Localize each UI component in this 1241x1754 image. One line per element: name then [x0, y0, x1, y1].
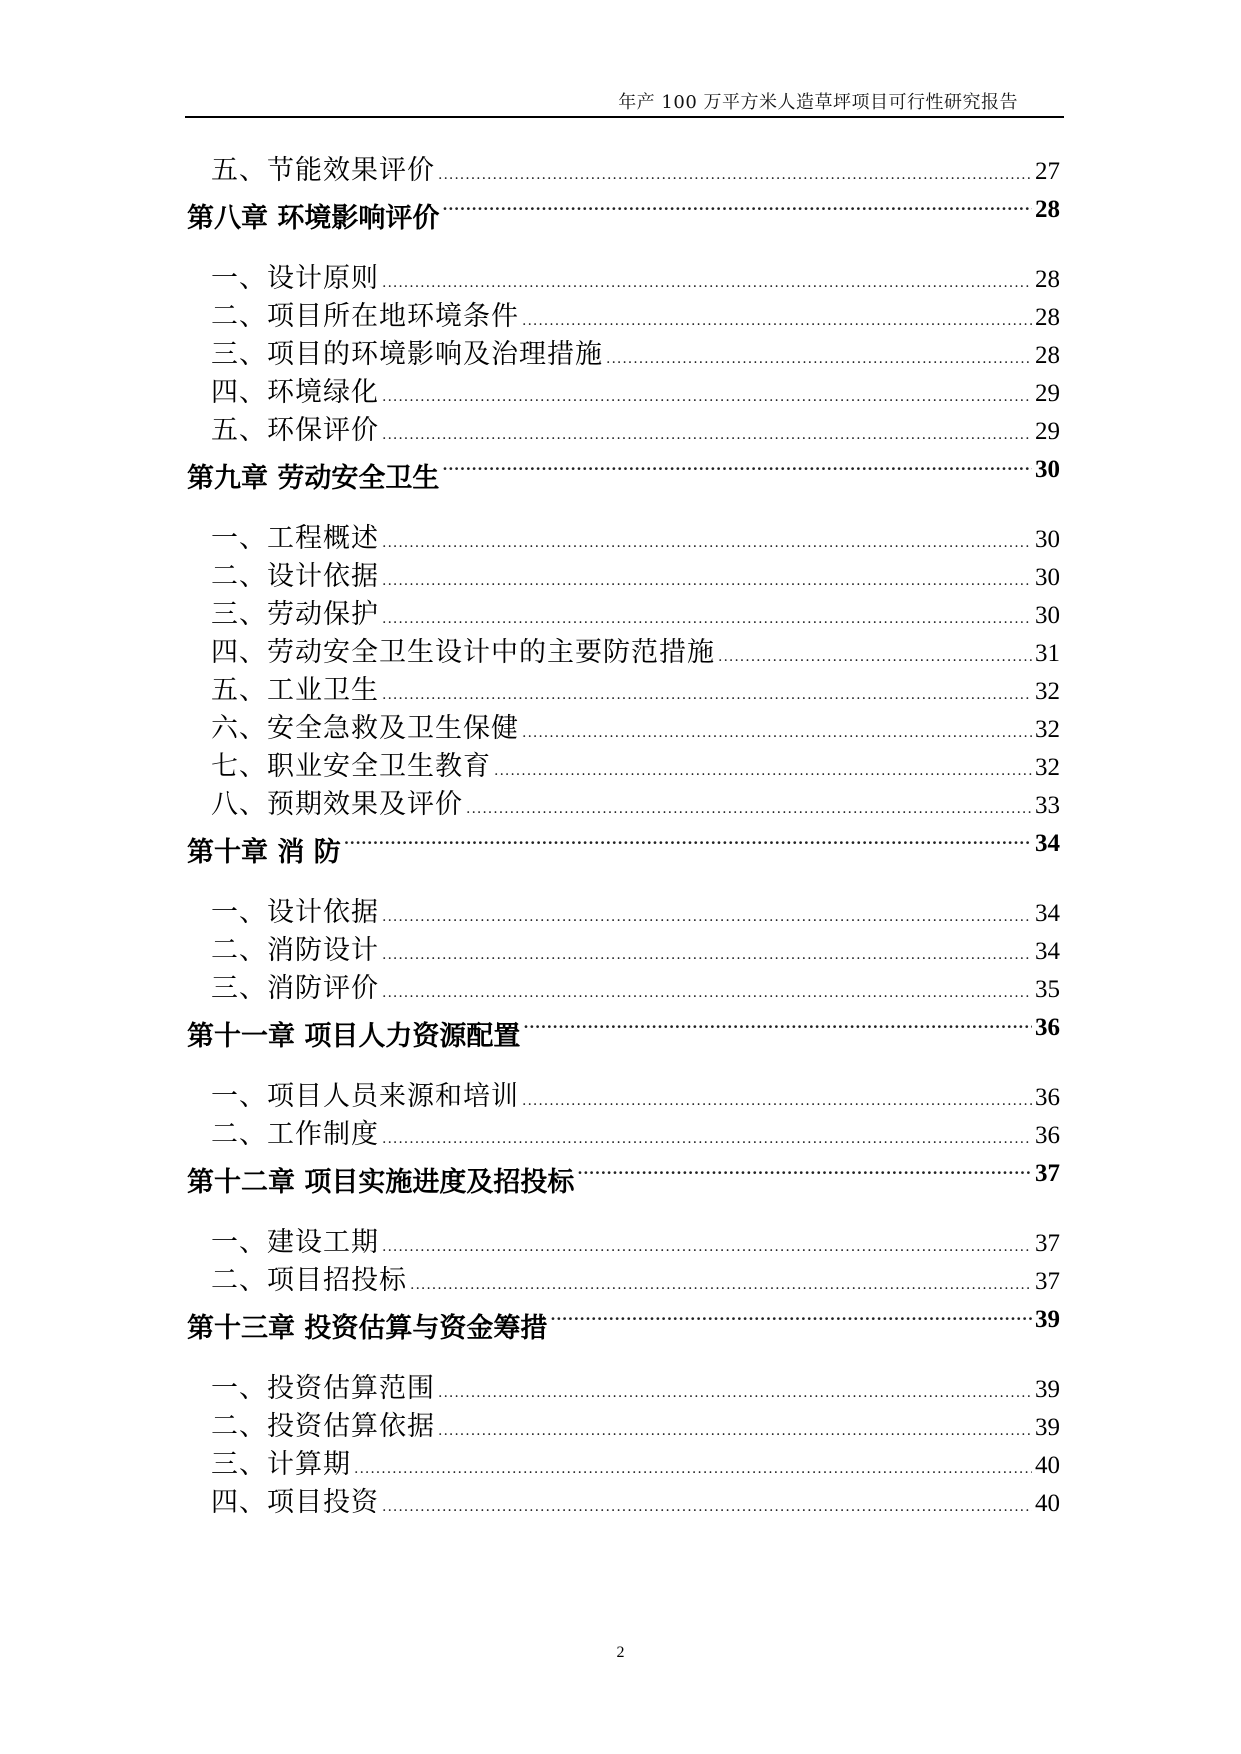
- toc-entry-label: 二、设计依据: [211, 561, 379, 592]
- toc-section-entry[interactable]: [187, 1442, 1060, 1480]
- toc-entry-page: 32: [1035, 678, 1060, 705]
- toc-entry-label: 第十三章 投资估算与资金筹措: [187, 1313, 548, 1344]
- toc-section-entry[interactable]: [187, 592, 1060, 630]
- toc-entry-label: 三、消防评价: [211, 973, 379, 1004]
- toc-leader-dots: [466, 801, 1032, 817]
- toc-leader-dots: [354, 1461, 1032, 1477]
- toc-entry-page: 28: [1035, 342, 1060, 369]
- toc-entry-page: 27: [1035, 158, 1060, 185]
- toc-leader-dots: [410, 1277, 1032, 1293]
- toc-entry-page: 30: [1035, 564, 1060, 591]
- toc-entry-label: 七、职业安全卫生教育: [211, 751, 491, 782]
- toc-leader-dots: [382, 535, 1032, 551]
- toc-entry-page: 30: [1035, 456, 1060, 483]
- toc-section-entry[interactable]: [187, 706, 1060, 744]
- toc-section-entry[interactable]: [187, 966, 1060, 1004]
- toc-section-entry[interactable]: [187, 516, 1060, 554]
- toc-leader-dots: [382, 573, 1032, 589]
- toc-leader-dots: [523, 1014, 1032, 1032]
- toc-section-entry[interactable]: [187, 1480, 1060, 1518]
- toc-entry-page: 39: [1035, 1414, 1060, 1441]
- toc-entry-label: 第十章 消 防: [187, 837, 341, 868]
- toc-entry-label: 一、投资估算范围: [211, 1373, 435, 1404]
- toc-section-entry[interactable]: [187, 928, 1060, 966]
- toc-leader-dots: [522, 313, 1032, 329]
- toc-chapter-entry[interactable]: [187, 446, 1060, 516]
- toc-entry-label: 一、建设工期: [211, 1227, 379, 1258]
- toc-entry-label: 一、设计依据: [211, 897, 379, 928]
- toc-entry-label: 第十一章 项目人力资源配置: [187, 1021, 521, 1052]
- toc-chapter-entry[interactable]: [187, 186, 1060, 256]
- toc-leader-dots: [438, 1385, 1032, 1401]
- toc-entry-page: 33: [1035, 792, 1060, 819]
- toc-leader-dots: [382, 1131, 1032, 1147]
- toc-chapter-entry[interactable]: [187, 820, 1060, 890]
- toc-entry-label: 四、环境绿化: [211, 377, 379, 408]
- toc-leader-dots: [382, 985, 1032, 1001]
- toc-entry-page: 37: [1035, 1160, 1060, 1187]
- toc-entry-page: 30: [1035, 602, 1060, 629]
- toc-entry-page: 29: [1035, 380, 1060, 407]
- toc-chapter-entry[interactable]: [187, 1150, 1060, 1220]
- toc-chapter-entry[interactable]: [187, 1004, 1060, 1074]
- toc-leader-dots: [522, 1093, 1032, 1109]
- toc-entry-label: 三、计算期: [211, 1449, 351, 1480]
- toc-section-entry[interactable]: [187, 554, 1060, 592]
- toc-section-entry[interactable]: [187, 668, 1060, 706]
- toc-entry-page: 37: [1035, 1230, 1060, 1257]
- toc-leader-dots: [442, 456, 1032, 474]
- toc-leader-dots: [718, 649, 1032, 665]
- toc-section-entry[interactable]: [187, 1258, 1060, 1296]
- toc-section-entry[interactable]: [187, 782, 1060, 820]
- toc-entry-label: 一、设计原则: [211, 263, 379, 294]
- toc-entry-label: 三、劳动保护: [211, 599, 379, 630]
- toc-entry-label: 第十二章 项目实施进度及招投标: [187, 1167, 575, 1198]
- table-of-contents: [187, 148, 1060, 1518]
- toc-section-entry[interactable]: [187, 630, 1060, 668]
- toc-section-entry[interactable]: [187, 1220, 1060, 1258]
- toc-entry-label: 五、节能效果评价: [211, 155, 435, 186]
- toc-leader-dots: [442, 196, 1032, 214]
- toc-entry-label: 八、预期效果及评价: [211, 789, 463, 820]
- toc-section-entry[interactable]: [187, 890, 1060, 928]
- toc-entry-page: 31: [1035, 640, 1060, 667]
- report-title: 年产 100 万平方米人造草坪项目可行性研究报告: [618, 92, 1018, 113]
- toc-entry-label: 四、项目投资: [211, 1487, 379, 1518]
- toc-entry-label: 五、工业卫生: [211, 675, 379, 706]
- toc-entry-page: 28: [1035, 266, 1060, 293]
- toc-entry-page: 34: [1035, 900, 1060, 927]
- toc-section-entry[interactable]: [187, 1074, 1060, 1112]
- toc-entry-label: 二、投资估算依据: [211, 1411, 435, 1442]
- toc-section-entry[interactable]: [187, 256, 1060, 294]
- toc-section-entry[interactable]: [187, 1366, 1060, 1404]
- toc-leader-dots: [494, 763, 1032, 779]
- toc-entry-page: 40: [1035, 1452, 1060, 1479]
- toc-leader-dots: [606, 351, 1032, 367]
- toc-leader-dots: [382, 947, 1032, 963]
- toc-entry-label: 第八章 环境影响评价: [187, 203, 440, 234]
- toc-leader-dots: [577, 1160, 1032, 1178]
- toc-leader-dots: [382, 611, 1032, 627]
- toc-section-entry[interactable]: [187, 148, 1060, 186]
- toc-entry-label: 一、工程概述: [211, 523, 379, 554]
- toc-entry-label: 三、项目的环境影响及治理措施: [211, 339, 603, 370]
- toc-leader-dots: [344, 830, 1032, 848]
- toc-section-entry[interactable]: [187, 370, 1060, 408]
- toc-entry-page: 32: [1035, 754, 1060, 781]
- toc-leader-dots: [382, 427, 1032, 443]
- toc-leader-dots: [382, 389, 1032, 405]
- toc-leader-dots: [382, 1239, 1032, 1255]
- toc-entry-label: 四、劳动安全卫生设计中的主要防范措施: [211, 637, 715, 668]
- toc-entry-label: 一、项目人员来源和培训: [211, 1081, 519, 1112]
- toc-section-entry[interactable]: [187, 1404, 1060, 1442]
- toc-leader-dots: [382, 909, 1032, 925]
- toc-leader-dots: [382, 1499, 1032, 1515]
- toc-chapter-entry[interactable]: [187, 1296, 1060, 1366]
- toc-entry-label: 六、安全急救及卫生保健: [211, 713, 519, 744]
- toc-entry-page: 30: [1035, 526, 1060, 553]
- toc-section-entry[interactable]: [187, 294, 1060, 332]
- toc-section-entry[interactable]: [187, 408, 1060, 446]
- toc-entry-label: 五、环保评价: [211, 415, 379, 446]
- toc-entry-label: 二、消防设计: [211, 935, 379, 966]
- toc-entry-page: 29: [1035, 418, 1060, 445]
- toc-section-entry[interactable]: [187, 1112, 1060, 1150]
- toc-entry-page: 32: [1035, 716, 1060, 743]
- toc-leader-dots: [522, 725, 1032, 741]
- toc-entry-page: 28: [1035, 196, 1060, 223]
- toc-entry-label: 二、项目招投标: [211, 1265, 407, 1296]
- toc-leader-dots: [438, 167, 1032, 183]
- page-number: 2: [616, 1644, 625, 1661]
- toc-entry-page: 34: [1035, 938, 1060, 965]
- toc-entry-page: 36: [1035, 1122, 1060, 1149]
- toc-entry-page: 35: [1035, 976, 1060, 1003]
- toc-leader-dots: [550, 1306, 1032, 1324]
- toc-entry-label: 二、项目所在地环境条件: [211, 301, 519, 332]
- toc-section-entry[interactable]: [187, 332, 1060, 370]
- toc-entry-label: 第九章 劳动安全卫生: [187, 463, 440, 494]
- toc-entry-page: 37: [1035, 1268, 1060, 1295]
- toc-entry-page: 28: [1035, 304, 1060, 331]
- toc-entry-page: 34: [1035, 830, 1060, 857]
- toc-leader-dots: [382, 687, 1032, 703]
- toc-entry-page: 39: [1035, 1306, 1060, 1333]
- toc-leader-dots: [438, 1423, 1032, 1439]
- toc-entry-page: 39: [1035, 1376, 1060, 1403]
- toc-entry-page: 36: [1035, 1084, 1060, 1111]
- toc-entry-label: 二、工作制度: [211, 1119, 379, 1150]
- toc-section-entry[interactable]: [187, 744, 1060, 782]
- toc-leader-dots: [382, 275, 1032, 291]
- toc-entry-page: 40: [1035, 1490, 1060, 1517]
- page-header: [185, 82, 1064, 118]
- toc-entry-page: 36: [1035, 1014, 1060, 1041]
